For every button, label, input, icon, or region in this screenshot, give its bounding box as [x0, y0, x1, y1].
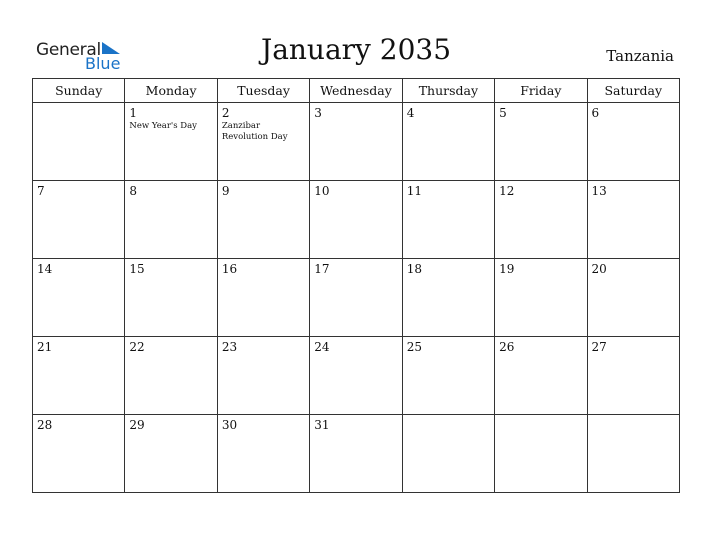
day-number: 8 — [129, 184, 138, 198]
day-cell — [125, 337, 217, 415]
holiday-label: New Year's Day — [129, 121, 197, 131]
day-number: 20 — [591, 262, 607, 276]
weekday-header-sunday: Sunday — [33, 79, 125, 103]
weekday-header-monday: Monday — [125, 79, 217, 103]
day-cell — [587, 337, 679, 415]
day-cell — [217, 181, 309, 259]
day-cell — [217, 415, 309, 493]
day-number: 22 — [129, 340, 145, 354]
day-number: 18 — [406, 262, 422, 276]
weekday-header-saturday: Saturday — [587, 79, 679, 103]
weekday-header-row — [33, 79, 680, 103]
day-cell — [33, 337, 125, 415]
calendar-grid — [32, 78, 680, 493]
day-cell — [125, 181, 217, 259]
empty-day-cell — [495, 415, 587, 493]
weekday-header-wednesday: Wednesday — [310, 79, 402, 103]
day-number: 28 — [37, 418, 53, 432]
page-title: January 2035 — [260, 33, 452, 66]
weekday-header-tuesday: Tuesday — [217, 79, 309, 103]
weekday-header-friday: Friday — [495, 79, 587, 103]
day-cell — [310, 337, 402, 415]
week-row — [33, 181, 680, 259]
day-cell — [587, 181, 679, 259]
day-cell — [217, 337, 309, 415]
country-label: Tanzania — [606, 47, 674, 65]
day-number: 31 — [314, 418, 330, 432]
day-cell — [402, 337, 494, 415]
holiday-label: Zanzibar Revolution Day — [221, 121, 288, 142]
day-number: 3 — [314, 106, 322, 120]
day-cell — [33, 415, 125, 493]
day-cell — [125, 259, 217, 337]
day-cell — [217, 103, 309, 181]
day-cell — [402, 103, 494, 181]
empty-day-cell — [402, 415, 494, 493]
day-number: 24 — [314, 340, 330, 354]
day-number: 26 — [499, 340, 515, 354]
day-number: 2 — [221, 106, 230, 120]
logo-text-general: General — [36, 40, 101, 60]
day-number: 4 — [406, 106, 415, 120]
day-cell — [587, 259, 679, 337]
day-cell — [587, 103, 679, 181]
day-cell — [125, 103, 217, 181]
day-number: 29 — [129, 418, 145, 432]
day-number: 16 — [221, 262, 238, 276]
day-cell — [125, 415, 217, 493]
logo-text-blue: Blue — [85, 54, 121, 73]
day-cell — [310, 415, 402, 493]
day-number: 19 — [499, 262, 515, 276]
week-row — [33, 259, 680, 337]
day-cell — [495, 181, 587, 259]
day-cell — [402, 259, 494, 337]
day-number: 11 — [406, 184, 422, 198]
day-number: 21 — [37, 340, 53, 354]
day-cell — [495, 259, 587, 337]
day-cell — [33, 181, 125, 259]
day-cell — [217, 259, 309, 337]
week-row — [33, 415, 680, 493]
day-number: 25 — [406, 340, 422, 354]
empty-day-cell — [587, 415, 679, 493]
day-number: 12 — [499, 184, 515, 198]
day-cell — [402, 181, 494, 259]
day-number: 5 — [499, 106, 507, 120]
day-number: 15 — [129, 262, 145, 276]
day-number: 13 — [591, 184, 607, 198]
day-cell — [310, 259, 402, 337]
day-number: 27 — [591, 340, 607, 354]
day-cell — [33, 259, 125, 337]
empty-day-cell — [33, 103, 125, 181]
day-number: 1 — [129, 106, 138, 120]
weekday-header-thursday: Thursday — [402, 79, 494, 103]
day-number: 17 — [314, 262, 330, 276]
day-cell — [495, 337, 587, 415]
day-number: 7 — [37, 184, 45, 198]
day-number: 10 — [314, 184, 330, 198]
day-cell — [495, 103, 587, 181]
day-number: 23 — [221, 340, 238, 354]
day-number: 14 — [37, 262, 53, 276]
day-number: 9 — [221, 184, 230, 198]
day-number: 30 — [221, 418, 238, 432]
day-cell — [310, 181, 402, 259]
week-row — [33, 103, 680, 181]
day-number: 6 — [591, 106, 600, 120]
day-cell — [310, 103, 402, 181]
week-row — [33, 337, 680, 415]
